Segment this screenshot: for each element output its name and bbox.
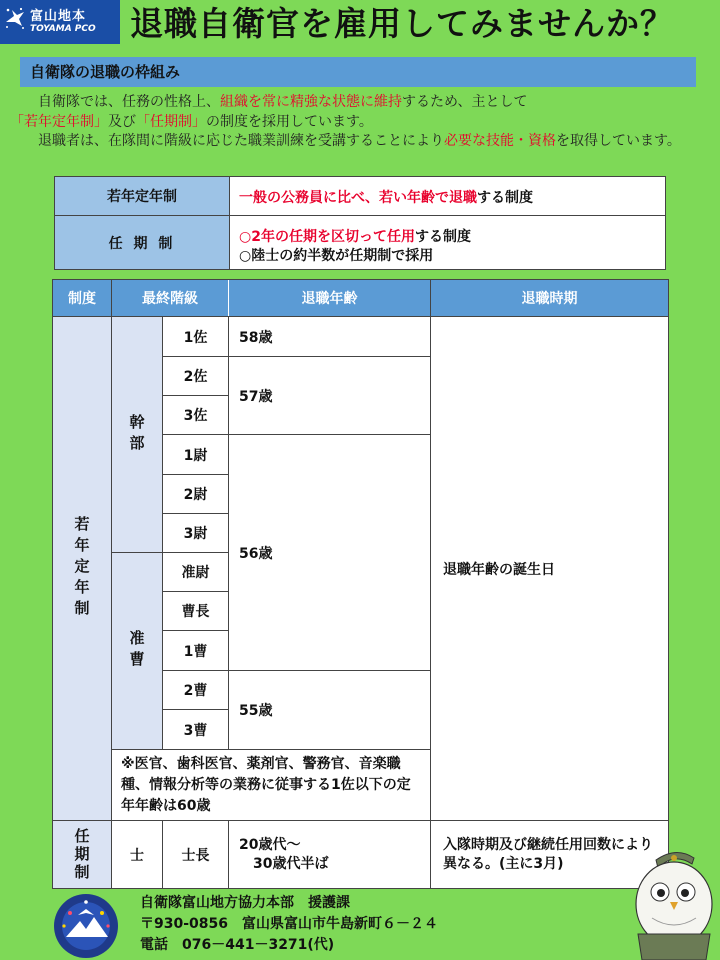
age-56: 56歳 [239,545,273,562]
rank-junni: 准尉 [181,565,210,581]
header-system: 制度 [53,280,111,316]
logo-title: 富山地本 [30,9,87,24]
rank-2i: 2尉 [183,487,208,503]
retire-time: 退職年齢の誕生日 [443,561,555,578]
footer-address: 〒930-0856 富山県富山市牛島新町６－２４ [140,916,438,932]
logo-subtitle: TOYAMA PCO [30,24,96,34]
section-heading-bar [20,57,696,87]
note: ※医官、歯科医官、薬剤官、警務官、音楽職種、情報分析等の業務に従事する1佐以下の定年年齢は60歳 [121,756,411,814]
rank-1sa: 1佐 [183,329,208,346]
rank-3so: 3曹 [183,722,208,739]
rank-2so: 2曹 [183,683,208,699]
footer-contact [140,893,438,956]
intro-paragraph-1: 自衛隊では、任務の性格上、組織を常に精強な状態に維持するため、主として 「若年定年制」及び「任期制」の制度を採用しています。 [10,94,528,130]
intro-text [10,93,696,152]
rank-1i: 1尉 [183,447,208,464]
rank-socho: 曹長 [181,604,210,620]
header-rank: 最終階級 [112,280,228,316]
emblem-icon [50,893,122,959]
summary-box [54,176,666,270]
section-heading: 自衛隊の退職の枠組み [30,63,181,81]
rank-1so: 1曹 [183,643,208,660]
kanbu-category: 幹部 [127,413,146,456]
ninki-description-1: ○2年の任期を区切って任用する制度 [239,229,471,245]
header-age: 退職年齢 [229,280,430,316]
header-time: 退職時期 [431,280,668,316]
ninki-group: 任期制 [72,827,91,882]
footer-org: 自衛隊富山地方協力本部 援護課 [140,895,350,911]
junso-category: 准曹 [127,630,146,672]
bird-logo-icon [4,6,26,30]
intro-paragraph-2: 退職者は、在隊間に階級に応じた職業訓練を受講することにより必要な技能・資格を取得しています。 [38,133,681,149]
retirement-table [52,279,669,889]
mascot-owl-icon [628,838,720,960]
rank-3sa: 3佐 [183,408,208,424]
wakanen-label: 若年定年制 [55,177,229,215]
age-55: 55歳 [239,703,273,719]
ninki-shi: 士 [130,847,144,864]
rank-2sa: 2佐 [183,369,208,385]
logo [0,0,120,44]
wakanen-description: 一般の公務員に比べ、若い年齢で退職する制度 [239,190,533,206]
ninki-time: 入隊時期及び継続任用回数により異なる。(主に3月) [443,837,653,872]
ninki-age: 20歳代～ 30歳代半ば [239,837,329,872]
age-57: 57歳 [239,388,273,405]
rank-3i: 3尉 [183,526,208,542]
ninki-shicho: 士長 [181,847,210,864]
wakanen-group: 若年定年制 [72,516,91,621]
page-title: 退職自衛官を雇用してみませんか？ [130,4,674,43]
footer-phone: 電話 076－441－3271(代) [140,937,335,953]
ninki-label: 任 期 制 [55,216,229,269]
ninki-description-2: ○陸士の約半数が任期制で採用 [239,248,434,264]
age-58: 58歳 [239,329,273,346]
